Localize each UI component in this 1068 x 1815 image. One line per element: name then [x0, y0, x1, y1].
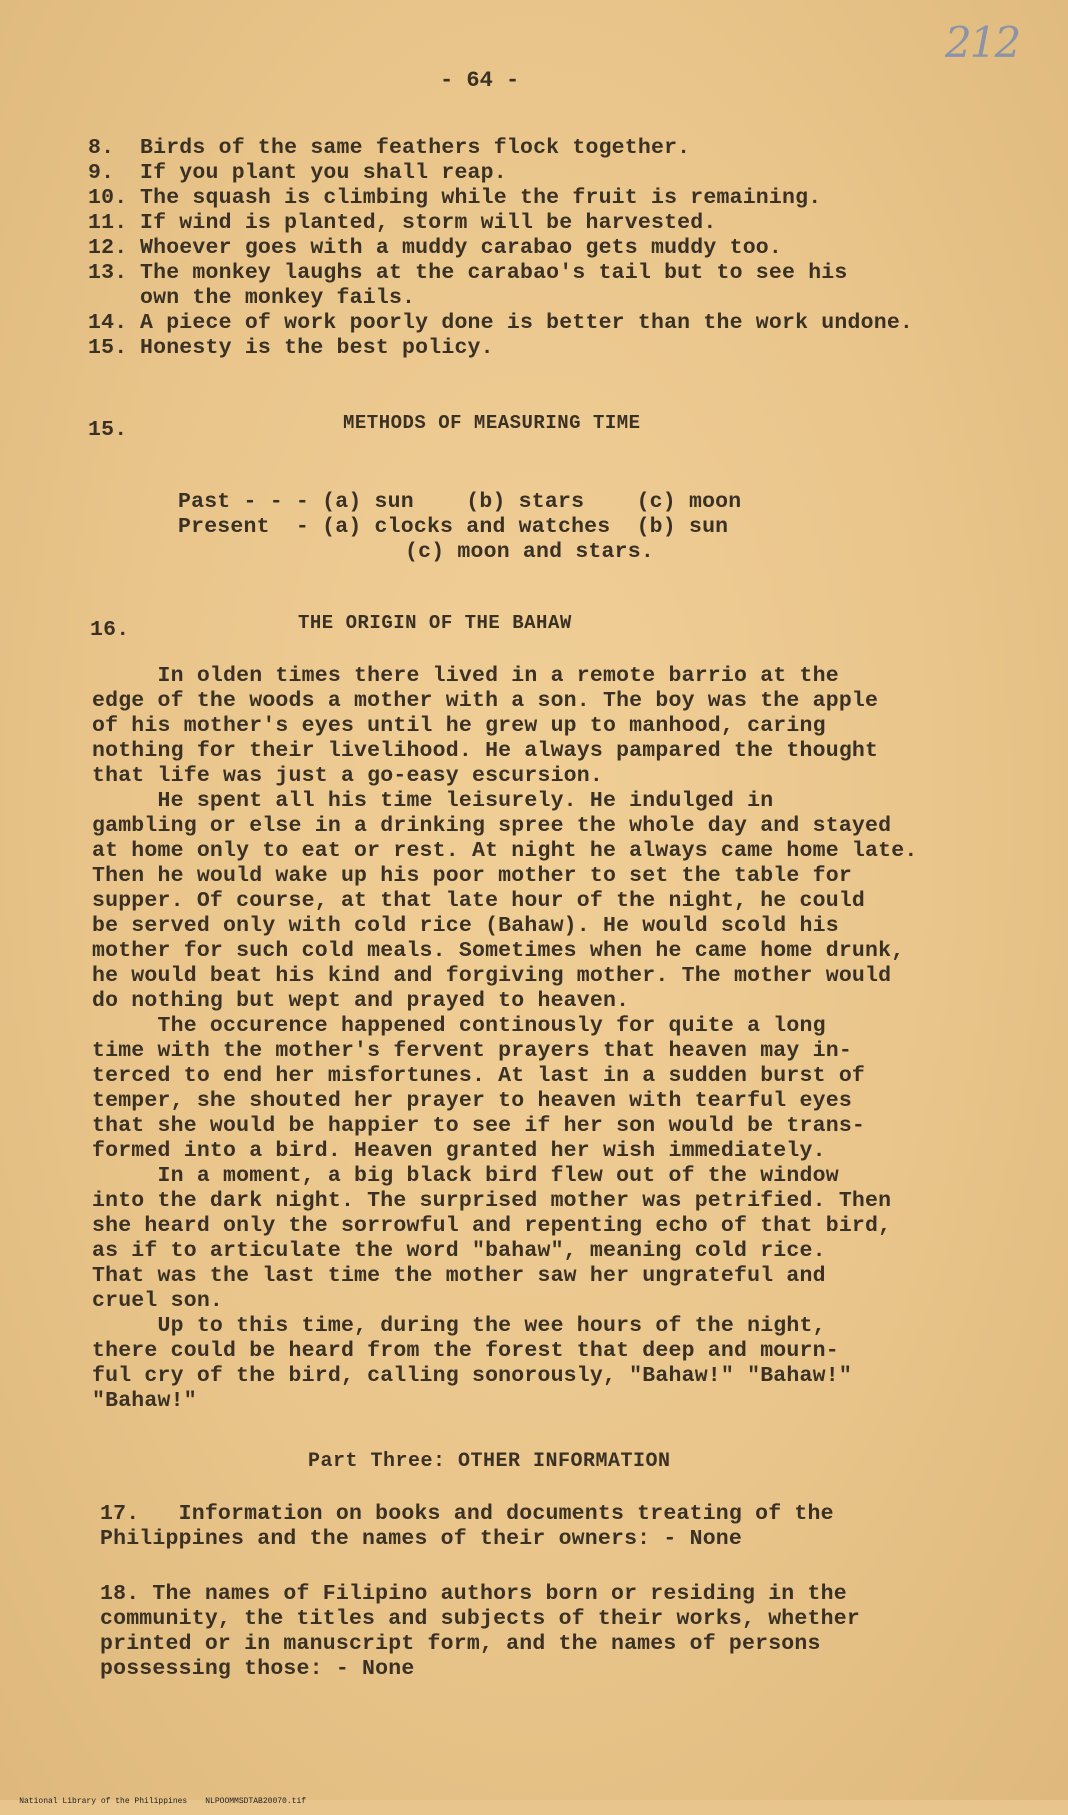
- story-line: temper, she shouted her prayer to heaven with tearful eyes: [92, 1089, 852, 1113]
- section-15-number: 15.: [88, 418, 128, 442]
- time-present-line-2: (c) moon and stars.: [405, 540, 654, 564]
- footer-filename: NLPOOMMSDTAB20070.tif: [205, 1797, 307, 1806]
- item-17-line: 17. Information on books and documents treating of the: [100, 1502, 834, 1526]
- list-item: 8. Birds of the same feathers flock together.: [88, 136, 691, 160]
- story-line: The occurence happened continously for quite a long: [92, 1014, 826, 1038]
- scan-footer: [0, 1788, 324, 1815]
- item-18-line: community, the titles and subjects of their works, whether: [100, 1607, 860, 1631]
- list-item-continuation: own the monkey fails.: [140, 286, 416, 310]
- section-16-number: 16.: [90, 618, 130, 642]
- story-line: there could be heard from the forest that deep and mourn-: [92, 1339, 839, 1363]
- story-line: he would beat his kind and forgiving mother. The mother would: [92, 964, 892, 988]
- time-past-line: Past - - - (a) sun (b) stars (c) moon: [178, 490, 742, 514]
- story-line: "Bahaw!": [92, 1389, 197, 1413]
- list-item: 11. If wind is planted, storm will be harvested.: [88, 211, 717, 235]
- story-line: time with the mother's fervent prayers that heaven may in-: [92, 1039, 852, 1063]
- list-item: 13. The monkey laughs at the carabao's tail but to see his: [88, 261, 848, 285]
- story-line: mother for such cold meals. Sometimes when he came home drunk,: [92, 939, 905, 963]
- story-line: Up to this time, during the wee hours of the night,: [92, 1314, 826, 1338]
- story-line: That was the last time the mother saw her ungrateful and: [92, 1264, 826, 1288]
- story-line: cruel son.: [92, 1289, 224, 1313]
- footer-source: National Library of the Philippines: [19, 1797, 188, 1806]
- story-line: supper. Of course, at that late hour of the night, he could: [92, 889, 866, 913]
- item-18-line: 18. The names of Filipino authors born or residing in the: [100, 1582, 847, 1606]
- list-item: 9. If you plant you shall reap.: [88, 161, 507, 185]
- list-item: 12. Whoever goes with a muddy carabao gets muddy too.: [88, 236, 783, 260]
- item-18-line: possessing those: - None: [100, 1657, 415, 1681]
- story-line: that she would be happier to see if her son would be trans-: [92, 1114, 866, 1138]
- story-line: edge of the woods a mother with a son. The boy was the apple: [92, 689, 879, 713]
- story-line: of his mother's eyes until he grew up to manhood, caring: [92, 714, 826, 738]
- story-line: In olden times there lived in a remote barrio at the: [92, 664, 839, 688]
- list-item: 10. The squash is climbing while the fruit is remaining.: [88, 186, 822, 210]
- section-15-title: METHODS OF MEASURING TIME: [343, 412, 641, 434]
- list-item: 14. A piece of work poorly done is better than the work undone.: [88, 311, 914, 335]
- story-line: do nothing but wept and prayed to heaven.: [92, 989, 630, 1013]
- page-number: - 64 -: [440, 68, 520, 93]
- item-17-line: Philippines and the names of their owners: - None: [100, 1527, 743, 1551]
- story-line: that life was just a go-easy escursion.: [92, 764, 603, 788]
- section-16-title: THE ORIGIN OF THE BAHAW: [298, 612, 572, 634]
- item-18-line: printed or in manuscript form, and the names of persons: [100, 1632, 821, 1656]
- story-line: gambling or else in a drinking spree the whole day and stayed: [92, 814, 892, 838]
- story-line: He spent all his time leisurely. He indulged in: [92, 789, 774, 813]
- story-line: she heard only the sorrowful and repenting echo of that bird,: [92, 1214, 892, 1238]
- story-line: terced to end her misfortunes. At last in a sudden burst of: [92, 1064, 866, 1088]
- handwritten-page-mark: 212: [945, 18, 1020, 67]
- time-present-line: Present - (a) clocks and watches (b) sun: [178, 515, 729, 539]
- story-line: ful cry of the bird, calling sonorously, "Bahaw!" "Bahaw!": [92, 1364, 852, 1388]
- story-line: be served only with cold rice (Bahaw). He would scold his: [92, 914, 839, 938]
- story-line: at home only to eat or rest. At night he always came home late.: [92, 839, 918, 863]
- story-line: Then he would wake up his poor mother to set the table for: [92, 864, 852, 888]
- list-item: 15. Honesty is the best policy.: [88, 336, 494, 360]
- story-line: formed into a bird. Heaven granted her wish immediately.: [92, 1139, 826, 1163]
- story-line: In a moment, a big black bird flew out of the window: [92, 1164, 839, 1188]
- story-line: as if to articulate the word "bahaw", meaning cold rice.: [92, 1239, 826, 1263]
- story-line: into the dark night. The surprised mother was petrified. Then: [92, 1189, 892, 1213]
- story-line: nothing for their livelihood. He always pampared the thought: [92, 739, 879, 763]
- part-three-title: Part Three: OTHER INFORMATION: [308, 1450, 671, 1473]
